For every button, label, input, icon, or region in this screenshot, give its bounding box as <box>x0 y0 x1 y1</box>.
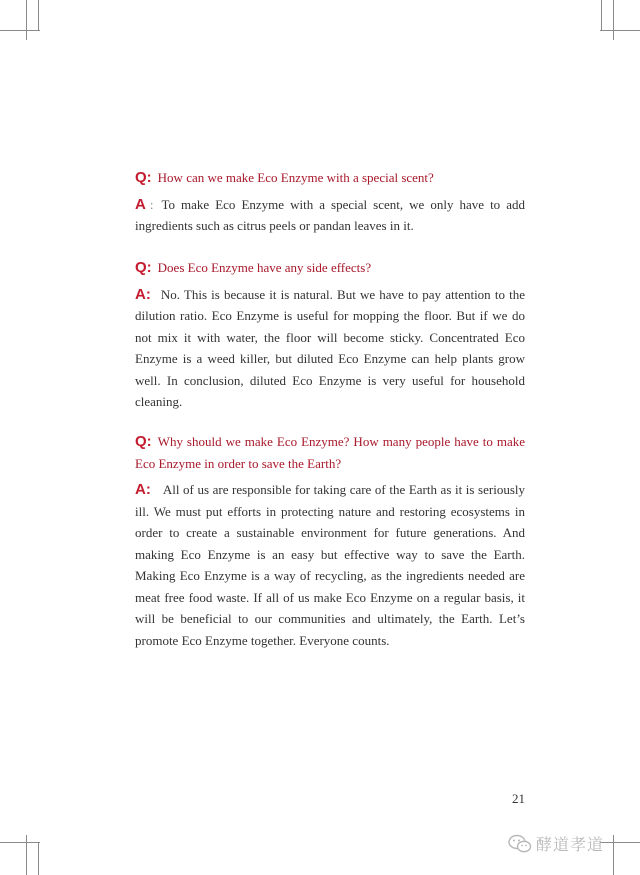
crop-mark <box>38 843 39 875</box>
question-line <box>135 167 525 189</box>
answer-line <box>135 284 525 413</box>
question-marker: Q: <box>135 259 152 276</box>
answer-separator: : <box>149 196 154 212</box>
answer-text: All of us are responsible for taking care of the Earth as it is seriously ill. We must put efforts in protecting nature and restoring ecosystems in order to create a sustainable environment for future generations. And making Eco Enzyme is an easy but effective way to save the Earth. Making Eco Enzyme is a way of recycling, as the ingredients needed are meat free food waste. If all of us make Eco Enzyme on a regular basis, it will be beneficial to our communities and ultimately, the Earth. Let’s promote Eco Enzyme together. Everyone counts. <box>135 482 525 648</box>
answer-line <box>135 479 525 651</box>
page-number: 21 <box>512 791 525 806</box>
answer-text: No. This is because it is natural. But we have to pay attention to the dilution ratio. Eco Enzyme is useful for mopping the floor. But if we do not mix it with water, the floor will become sticky. Concentrated Eco Enzyme is a weed killer, but diluted Eco Enzyme can help plants grow well. In conclusion, diluted Eco Enzyme is very useful for household cleaning. <box>135 286 525 409</box>
crop-mark <box>38 0 39 30</box>
crop-mark <box>0 30 40 31</box>
question-marker: Q: <box>135 433 152 450</box>
answer-marker: A <box>135 195 146 213</box>
qa-item-side-effects <box>135 257 525 413</box>
qa-item-why-make <box>135 431 525 651</box>
answer-text: To make Eco Enzyme with a special scent, we only have to add ingredients such as citrus peels or pandan leaves in it. <box>135 196 525 233</box>
qa-item-scent <box>135 167 525 237</box>
crop-mark <box>0 842 40 843</box>
crop-mark <box>600 842 640 843</box>
watermark-text: 酵道孝道 <box>536 835 605 854</box>
crop-mark <box>26 835 27 875</box>
crop-mark <box>613 835 614 875</box>
answer-line <box>135 194 525 237</box>
question-line <box>135 431 525 474</box>
question-text: How can we make Eco Enzyme with a special scent? <box>157 170 434 185</box>
crop-mark <box>600 30 640 31</box>
crop-mark <box>613 0 614 40</box>
answer-marker: A: <box>135 285 151 303</box>
question-marker: Q: <box>135 169 152 186</box>
question-text: Does Eco Enzyme have any side effects? <box>157 260 372 275</box>
wechat-icon <box>508 834 532 854</box>
crop-mark <box>601 0 602 30</box>
watermark <box>508 832 604 855</box>
crop-mark <box>26 0 27 40</box>
question-line <box>135 257 525 279</box>
answer-marker: A: <box>135 481 151 498</box>
question-text: Why should we make Eco Enzyme? How many people have to make Eco Enzyme in order to save the Earth? <box>135 434 525 471</box>
